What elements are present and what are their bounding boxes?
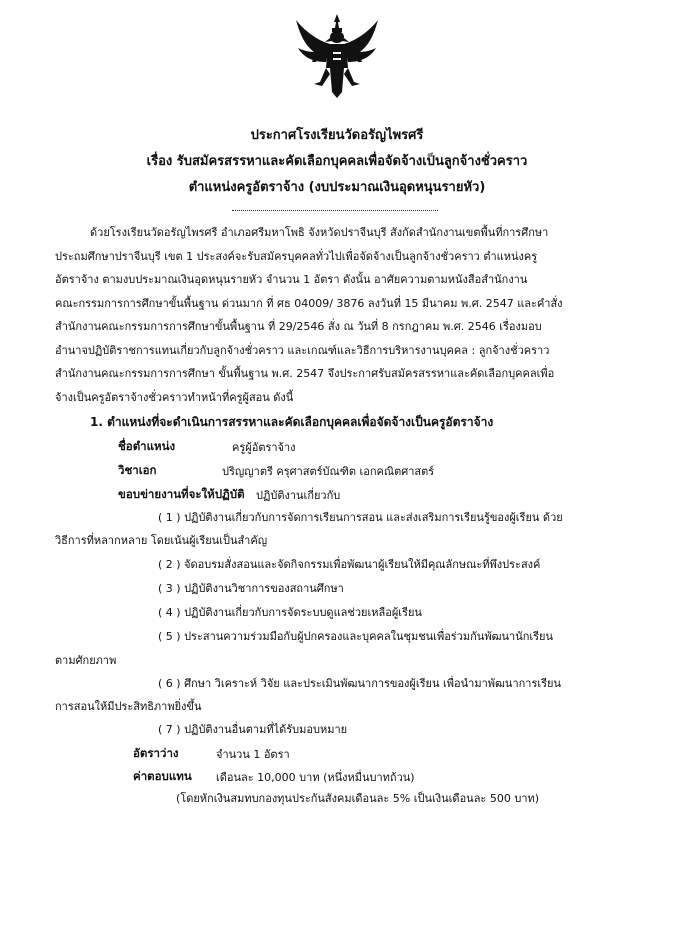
body-line: ด้วยโรงเรียนวัดอรัญไพรศรี อำเภอศรีมหาโพธิ จังหวัดปราจีนบุรี สังกัดสำนักงานเขตพื้นที่การศึกษา xyxy=(90,226,549,239)
body-line: ประถมศึกษาปราจีนบุรี เขต 1 ประสงค์จะรับสมัครบุคคลทั่วไปเพื่อจัดจ้างเป็นลูกจ้างชั่วคราว ตำแหน่งครู xyxy=(55,250,538,263)
duty-item: วิธีการที่หลากหลาย โดยเน้นผู้เรียนเป็นสำคัญ xyxy=(55,534,268,547)
pay-note: (โดยหักเงินสมทบกองทุนประกันสังคมเดือนละ 5% เป็นเงินเดือนละ 500 บาท) xyxy=(176,792,540,805)
vacancy-value: จำนวน 1 อัตรา xyxy=(216,748,290,761)
pay-label: ค่าตอบแทน xyxy=(133,769,192,783)
announcement-title: ประกาศโรงเรียนวัดอรัญไพรศรี xyxy=(250,128,424,143)
position-label: ชื่อตำแหน่ง xyxy=(118,439,176,453)
body-line: จ้างเป็นครูอัตราจ้างชั่วคราวทำหน้าที่ครูผู้สอน ดังนี้ xyxy=(55,391,294,404)
vacancy-label: อัตราว่าง xyxy=(133,746,179,760)
body-line: สำนักงานคณะกรรมการการศึกษาขั้นพื้นฐาน ที่ 29/2546 สั่ง ณ วันที่ 8 กรกฎาคม พ.ศ. 2546 เรื่องมอบ xyxy=(55,320,542,333)
duty-item: การสอนให้มีประสิทธิภาพยิ่งขึ้น xyxy=(55,700,202,713)
duty-item: ( 4 ) ปฏิบัติงานเกี่ยวกับการจัดระบบดูแลช่วยเหลือผู้เรียน xyxy=(158,606,422,619)
title-divider xyxy=(232,210,438,211)
duty-item: ( 5 ) ประสานความร่วมมือกับผู้ปกครองและบุคคลในชุมชนเพื่อร่วมกันพัฒนานักเรียน xyxy=(158,630,554,643)
announcement-position: ตำแหน่งครูอัตราจ้าง (งบประมาณเงินอุดหนุนรายหัว) xyxy=(188,180,486,195)
body-line: อัตราจ้าง ตามงบประมาณเงินอุดหนุนรายหัว จำนวน 1 อัตรา ดังนั้น อาศัยความตามหนังสือสำนักงาน xyxy=(55,273,528,286)
duty-item: ( 7 ) ปฏิบัติงานอื่นตามที่ได้รับมอบหมาย xyxy=(158,723,348,736)
body-line: คณะกรรมการการศึกษาขั้นพื้นฐาน ด่วนมาก ที่ ศธ 04009/ 3876 ลงวันที่ 15 มีนาคม พ.ศ. 2547 และคำสั่ง xyxy=(55,297,563,310)
garuda-emblem-icon xyxy=(292,12,382,100)
scope-value: ปฏิบัติงานเกี่ยวกับ xyxy=(256,489,341,502)
section-heading: 1. ตำแหน่งที่จะดำเนินการสรรหาและคัดเลือกบุคคลเพื่อจัดจ้างเป็นครูอัตราจ้าง xyxy=(90,415,494,429)
position-value: ครูผู้อัตราจ้าง xyxy=(232,441,296,454)
major-value: ปริญญาตรี ครุศาสตร์บัณฑิต เอกคณิตศาสตร์ xyxy=(222,465,435,478)
body-line: อำนาจปฏิบัติราชการแทนเกี่ยวกับลูกจ้างชั่วคราว และเกณฑ์และวิธีการบริหารงานบุคคล : ลูกจ้างชั่วคราว xyxy=(55,344,550,357)
pay-value: เดือนละ 10,000 บาท (หนึ่งหมื่นบาทถ้วน) xyxy=(216,771,415,784)
announcement-subject: เรื่อง รับสมัครสรรหาและคัดเลือกบุคคลเพื่อจัดจ้างเป็นลูกจ้างชั่วคราว xyxy=(146,154,528,169)
duty-item: ( 6 ) ศึกษา วิเคราะห์ วิจัย และประเมินพัฒนาการของผู้เรียน เพื่อนำมาพัฒนาการเรียน xyxy=(158,677,562,690)
scope-label: ขอบข่ายงานที่จะให้ปฏิบัติ xyxy=(118,487,245,501)
duty-item: ( 1 ) ปฏิบัติงานเกี่ยวกับการจัดการเรียนการสอน และส่งเสริมการเรียนรู้ของผู้เรียน ด้วย xyxy=(158,511,563,524)
body-line: สำนักงานคณะกรรมการการศึกษา ขั้นพื้นฐาน พ.ศ. 2547 จึงประกาศรับสมัครสรรหาและคัดเลือกบุคคลเพื่อ xyxy=(55,367,555,380)
duty-item: ( 3 ) ปฏิบัติงานวิชาการของสถานศึกษา xyxy=(158,582,344,595)
major-label: วิชาเอก xyxy=(118,463,157,477)
duty-item: ตามศักยภาพ xyxy=(55,654,117,667)
duty-item: ( 2 ) จัดอบรมสั่งสอนและจัดกิจกรรมเพื่อพัฒนาผู้เรียนให้มีคุณลักษณะที่พึงประสงค์ xyxy=(158,558,541,571)
